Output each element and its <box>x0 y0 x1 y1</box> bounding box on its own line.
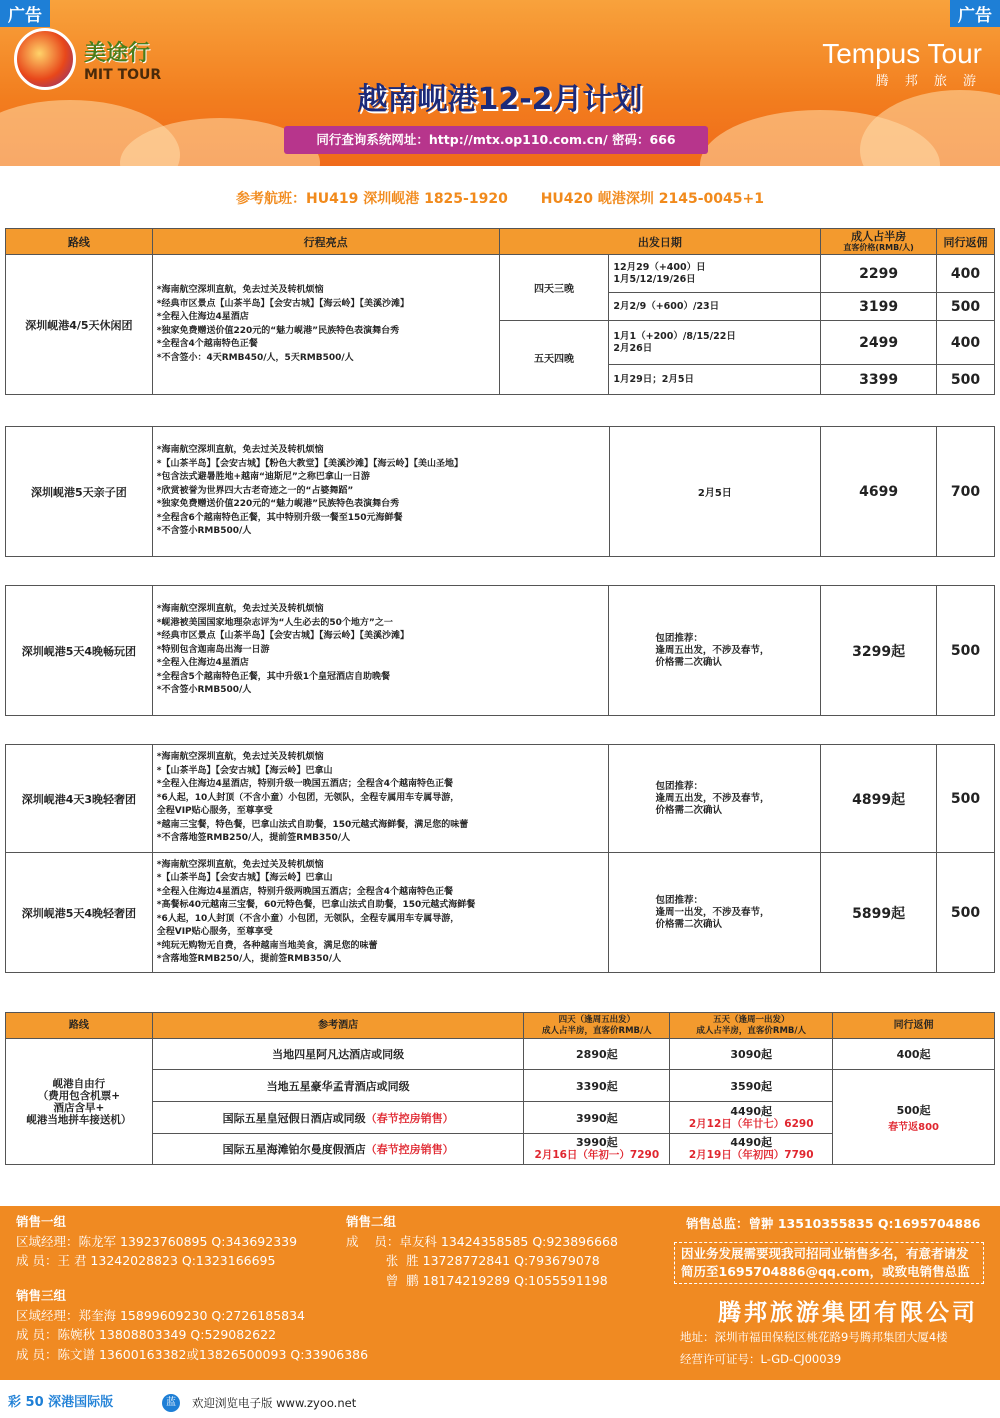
hotel-4d-1: 2890起 <box>524 1039 670 1070</box>
company-info: 地址：深圳市福田保税区桃花路9号腾邦集团大厦4楼 经营许可证号：L-GD-CJ00039 <box>680 1330 948 1366</box>
tour1-price-1: 2299 <box>821 255 937 293</box>
hotel-th-4d: 四天（逢周五出发） 成人占半房，直客价RMB/人 <box>524 1013 670 1039</box>
tour1-rebate-1: 400 <box>937 255 995 293</box>
tour1-rebate-3: 400 <box>937 321 995 365</box>
tour3-rebate: 500 <box>937 586 995 716</box>
tour1-price-2: 3199 <box>821 293 937 321</box>
tour3-highlights: *海南航空深圳直航，免去过关及转机烦恼 *岘港被美国国家地理杂志评为“人生必去的50个地方”之一 *经典市区景点【山茶半岛】【会安古城】【海云岭】【美溪沙滩】 *特别包含迦南岛出海一日游 *全程入住海边4星酒店 *全程含5个越南特色正餐，其中升级1个皇冠酒店自助晚餐 *不含签小RMB500/人 <box>152 586 609 716</box>
hotel-4d-2: 3390起 <box>524 1070 670 1102</box>
tour5-route: 深圳岘港5天4晚轻奢团 <box>6 853 153 973</box>
tour1-rebate-4: 500 <box>937 365 995 395</box>
tour1-date-3: 1月1（+200）/8/15/22日 2月26日 <box>609 321 821 365</box>
tour-table-1 <box>5 228 995 395</box>
tour1-rebate-2: 500 <box>937 293 995 321</box>
hotel-5d-2: 3590起 <box>670 1070 833 1102</box>
tour1-route: 深圳岘港4/5天休闲团 <box>6 255 153 395</box>
tour1-date-1: 12月29（+400）日 1月5/12/19/26日 <box>609 255 821 293</box>
tour1-duration-5d: 五天四晚 <box>499 321 609 395</box>
edition-badge-icon: 蓝 <box>162 1394 180 1412</box>
ad-label-left: 广告 <box>0 0 50 27</box>
flight-outbound: 参考航班：HU419 深圳岘港 1825-1920 <box>236 191 508 207</box>
tour3-date: 包团推荐： 逢周五出发，不涉及春节， 价格需二次确认 <box>609 586 821 716</box>
hotel-name-1: 当地四星阿凡达酒店或同级 <box>152 1039 524 1070</box>
tour5-price: 5899起 <box>821 853 937 973</box>
sales-footer <box>0 1206 1000 1380</box>
hotel-name-2: 当地五星豪华孟青酒店或同级 <box>152 1070 524 1102</box>
page-bottom-bar <box>0 1388 1000 1418</box>
query-system-link[interactable]: 同行查询系统网址：http://mtx.op110.com.cn/ 密码：666 <box>284 126 708 154</box>
tour4-rebate: 500 <box>937 745 995 853</box>
hotel-5d-3: 4490起 2月12日（年廿七）6290 <box>670 1102 833 1134</box>
logo-en: MIT TOUR <box>84 66 162 83</box>
tour-table-2 <box>5 426 995 557</box>
hotel-name-3: 国际五星皇冠假日酒店或同级（春节控房销售） <box>152 1102 524 1134</box>
hotel-th-5d: 五天（逢周一出发） 成人占半房，直客价RMB/人 <box>670 1013 833 1039</box>
tour5-highlights: *海南航空深圳直航，免去过关及转机烦恼 *【山茶半岛】【会安古城】【海云岭】巴拿山 *全程入住海边4星酒店，特别升级两晚国五酒店；全程含4个越南特色正餐 *高餐标40元越南三宝餐，60元特色餐，巴拿山法式自助餐，150元越式海鲜餐 *6人起，10人封顶（不含小童）小包团，无领队，全程专属用车专属导游， 全程VIP贴心服务，至尊享受 *纯玩无购物无自费，各种越南当地美食，满足您的味蕾 *含落地签RMB250/人，提前签RMB350/人 <box>152 853 609 973</box>
hotel-rebate-1: 400起 <box>833 1039 995 1070</box>
tour4-route: 深圳岘港4天3晚轻奢团 <box>6 745 153 853</box>
hotel-5d-4: 4490起 2月19日（年初四）7790 <box>670 1134 833 1165</box>
sales-group-3: 销售三组 区域经理：郑奎海 15899609230 Q:2726185834 成 员：陈婉秋 13808803349 Q:529082622 成 员：陈文谱 13600163382或13826500093 Q:33906386 <box>16 1288 369 1362</box>
hotel-4d-3: 3990起 <box>524 1102 670 1134</box>
tour1-date-4: 1月29日；2月5日 <box>609 365 821 395</box>
th-price: 成人占半房 直客价格(RMB/人) <box>821 229 937 255</box>
hotel-name-4: 国际五星海滩铂尔曼度假酒店（春节控房销售） <box>152 1134 524 1165</box>
hotel-rebate-2: 500起 春节返800 <box>833 1070 995 1165</box>
header-banner <box>0 0 1000 166</box>
recruit-notice: 因业务发展需要现我司招同业销售多名，有意者请发简历至1695704886@qq.com，或致电销售总监 <box>674 1242 984 1284</box>
tour4-price: 4899起 <box>821 745 937 853</box>
tour4-highlights: *海南航空深圳直航，免去过关及转机烦恼 *【山茶半岛】【会安古城】【海云岭】巴拿山 *全程入住海边4星酒店，特别升级一晚国五酒店；全程含4个越南特色正餐 *6人起，10人封顶（不含小童）小包团，无领队，全程专属用车专属导游， 全程VIP贴心服务，至尊享受 *越南三宝餐，特色餐，巴拿山法式自助餐，150元越式海鲜餐，满足您的味蕾 *不含落地签RMB250/人，提前签RMB350/人 <box>152 745 609 853</box>
hotel-th-rebate: 同行返佣 <box>833 1013 995 1039</box>
tour5-rebate: 500 <box>937 853 995 973</box>
hotel-table <box>5 1012 995 1165</box>
th-highlight: 行程亮点 <box>152 229 499 255</box>
sales-group-1: 销售一组 区域经理：陈龙军 13923760895 Q:343692339 成 员：王 君 13242028823 Q:1323166695 <box>16 1214 298 1268</box>
tour3-route: 深圳岘港5天4晚畅玩团 <box>6 586 153 716</box>
tour4-date: 包团推荐： 逢周五出发，不涉及春节， 价格需二次确认 <box>609 745 821 853</box>
hotel-route: 岘港自由行 （费用包含机票+ 酒店含早+ 岘港当地拼车接送机） <box>6 1039 153 1165</box>
tour1-price-4: 3399 <box>821 365 937 395</box>
tour-table-3 <box>5 585 995 716</box>
tour2-route: 深圳岘港5天亲子团 <box>6 427 153 557</box>
brand-en: Tempus Tour <box>822 38 982 69</box>
hotel-5d-1: 3090起 <box>670 1039 833 1070</box>
tour2-rebate: 700 <box>937 427 995 557</box>
logo-cn: 美途行 <box>84 40 151 66</box>
ad-label-right: 广告 <box>950 0 1000 27</box>
tour2-date: 2月5日 <box>609 427 821 557</box>
tour1-price-3: 2499 <box>821 321 937 365</box>
th-rebate: 同行返佣 <box>937 229 995 255</box>
website-link[interactable]: 欢迎浏览电子版 www.zyoo.net <box>192 1396 357 1410</box>
brand-cn: 腾 邦 旅 游 <box>875 74 982 89</box>
company-name: 腾邦旅游集团有限公司 <box>718 1300 978 1326</box>
reference-flights <box>0 188 1000 208</box>
tour-table-4 <box>5 744 995 973</box>
hotel-th-hotel: 参考酒店 <box>152 1013 524 1039</box>
th-route: 路线 <box>6 229 153 255</box>
flight-return: HU420 岘港深圳 2145-0045+1 <box>540 191 764 207</box>
th-date: 出发日期 <box>499 229 821 255</box>
page-title: 越南岘港12-2月计划 <box>357 82 643 117</box>
page-number: 彩 50 深港国际版 <box>8 1395 114 1410</box>
hotel-th-route: 路线 <box>6 1013 153 1039</box>
tour1-date-2: 2月2/9（+600）/23日 <box>609 293 821 321</box>
tour5-date: 包团推荐： 逢周一出发，不涉及春节， 价格需二次确认 <box>609 853 821 973</box>
sales-group-2: 销售二组 成 员：卓友科 13424358585 Q:923896668 张 胜 13728772841 Q:793679078 曾 鹏 18174219289 Q:1055591198 <box>346 1214 618 1288</box>
tour1-highlights: *海南航空深圳直航，免去过关及转机烦恼 *经典市区景点【山茶半岛】【会安古城】【海云岭】【美溪沙滩】 *全程入住海边4星酒店 *独家免费赠送价值220元的“魅力岘港”民族特色表演舞台秀 *全程含4个越南特色正餐 *不含签小：4天RMB450/人，5天RMB500/人 <box>152 255 499 395</box>
tour2-highlights: *海南航空深圳直航，免去过关及转机烦恼 *【山茶半岛】【会安古城】【粉色大教堂】【美溪沙滩】【海云岭】【美山圣地】 *包含法式避暑胜地+越南“迪斯尼”之称巴拿山一日游 *欣赏被誉为世界四大古老奇迹之一的“占婆舞蹈” *独家免费赠送价值220元的“魅力岘港”民族特色表演舞台秀 *全程含6个越南特色正餐，其中特别升级一餐至150元海鲜餐 *不含签小RMB500/人 <box>152 427 609 557</box>
hotel-4d-4: 3990起 2月16日（年初一）7290 <box>524 1134 670 1165</box>
tour2-price: 4699 <box>821 427 937 557</box>
tour1-duration-4d: 四天三晚 <box>499 255 609 321</box>
sales-director: 销售总监：曾翀 13510355835 Q:1695704886 <box>686 1216 981 1231</box>
tour3-price: 3299起 <box>821 586 937 716</box>
